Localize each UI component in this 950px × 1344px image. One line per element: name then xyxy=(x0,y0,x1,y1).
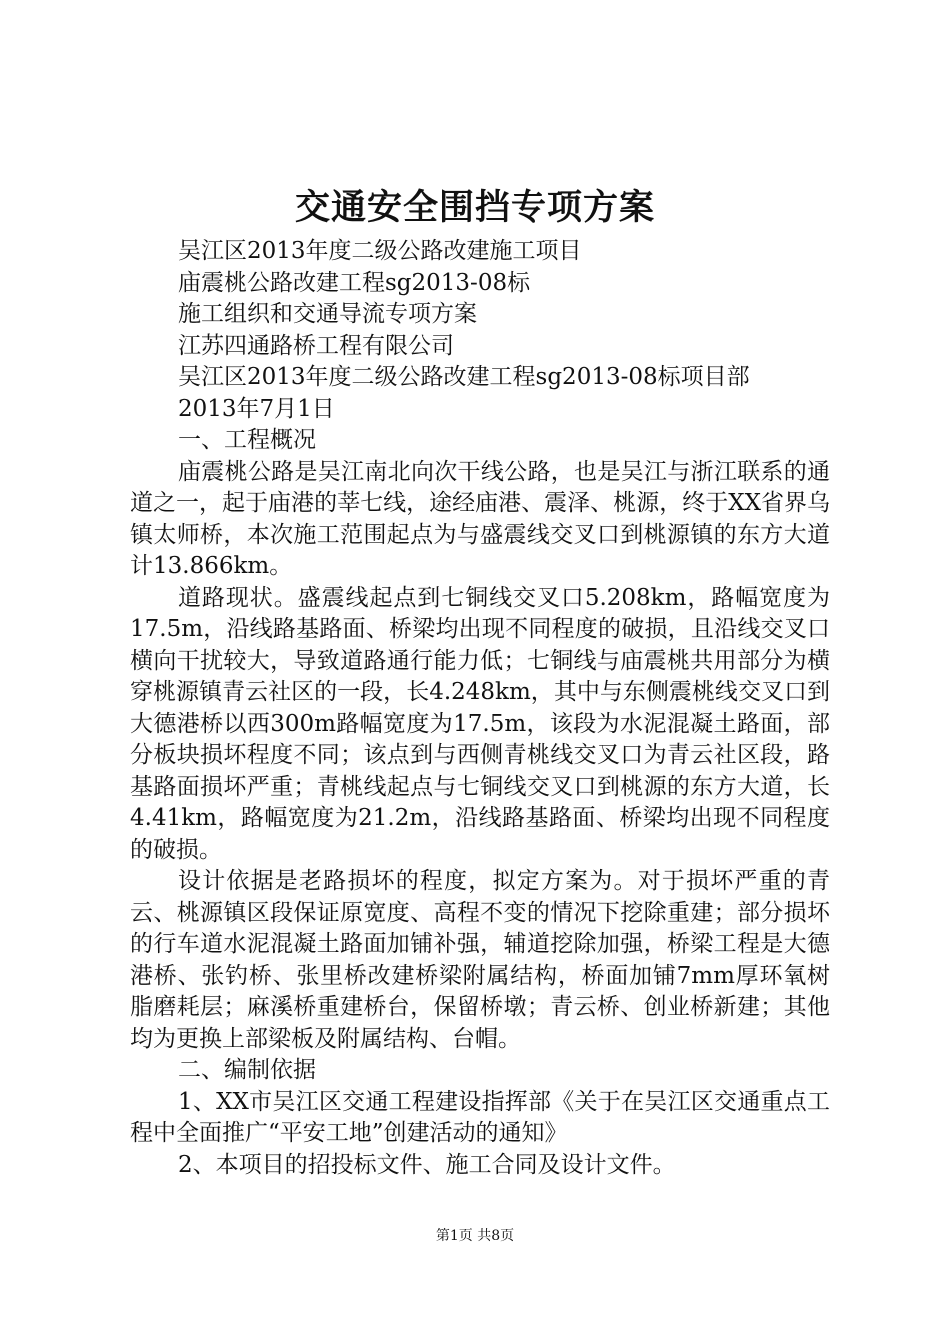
document-title: 交通安全围挡专项方案 xyxy=(294,188,655,228)
list-item-basis-2: 2、本项目的招投标文件、施工合同及设计文件。 xyxy=(178,1151,676,1178)
paragraph-road-status: 道路现状。盛震线起点到七铜线交叉口5.208km，路幅宽度为17.5m，沿线路基路面、桥梁均出现不同程度的破损，且沿线交叉口横向干扰较大，导致道路通行能力低；七铜线与庙震桃共用部分为横穿桃源镇青云社区的一段，长4.248km，其中与东侧震桃线交叉口到大德港桥以西300m路幅宽度为17.5m，该段为水泥混凝土路面，部分板块损坏程度不同；该点到与西侧青桃线交叉口为青云社区段，路基路面损坏严重；青桃线起点与七铜线交叉口到桃源的东方大道，长4.41km，路幅宽度为21.2m，沿线路基路面、桥梁均出现不同程度的破损。 xyxy=(130,584,830,863)
cover-line-date: 2013年7月1日 xyxy=(178,395,335,422)
cover-line-company: 江苏四通路桥工程有限公司 xyxy=(178,332,454,359)
page-footer: 第1页 共8页 xyxy=(435,1228,515,1244)
paragraph-design-basis: 设计依据是老路损坏的程度，拟定方案为。对于损坏严重的青云、桃源镇区段保证原宽度、高程不变的情况下挖除重建；部分损坏的行车道水泥混凝土路面加铺补强，辅道挖除加强，桥梁工程是大德港桥、张钓桥、张里桥改建桥梁附属结构，桥面加铺7mm厚环氧树脂磨耗层；麻溪桥重建桥台，保留桥墩；青云桥、创业桥新建；其他均为更换上部梁板及附属结构、台帽。 xyxy=(130,868,830,1052)
paragraph-overview: 庙震桃公路是吴江南北向次干线公路，也是吴江与浙江联系的通道之一，起于庙港的莘七线，途经庙港、震泽、桃源，终于XX省界乌镇太师桥，本次施工范围起点为与盛震线交叉口到桃源镇的东方大道计13.866km。 xyxy=(130,458,830,579)
list-item-basis-1: 1、XX市吴江区交通工程建设指挥部《关于在吴江区交通重点工程中全面推广“平安工地”创建活动的通知》 xyxy=(130,1088,830,1146)
section-heading-overview: 一、工程概况 xyxy=(178,427,316,453)
cover-line-department: 吴江区2013年度二级公路改建工程sg2013-08标项目部 xyxy=(178,364,750,390)
document-body xyxy=(130,236,830,1181)
cover-line-plan-name: 施工组织和交通导流专项方案 xyxy=(178,301,477,327)
cover-line-section: 庙震桃公路改建工程sg2013-08标 xyxy=(178,269,531,296)
section-heading-basis: 二、编制依据 xyxy=(178,1057,316,1083)
cover-line-project: 吴江区2013年度二级公路改建施工项目 xyxy=(178,238,582,264)
